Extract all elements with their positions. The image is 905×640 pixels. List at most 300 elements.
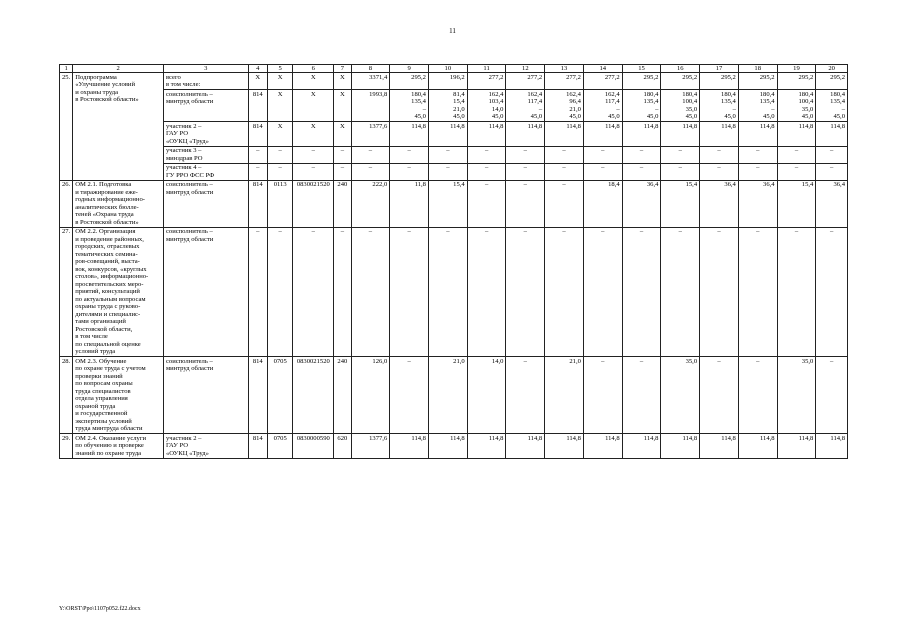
measure-name [73, 227, 164, 357]
year-value-cell [390, 122, 429, 147]
executor-line: ГАУ РО [165, 442, 189, 449]
value-line: 114,8 [682, 434, 698, 442]
column-number: 8 [351, 65, 390, 73]
executor-line: минтруд области [165, 188, 214, 196]
value-line: 295,2 [682, 73, 698, 81]
value-line: 126,0 [372, 357, 388, 365]
year-value-cell [622, 163, 661, 180]
column-number: 2 [73, 65, 164, 73]
value-line: 180,4 [411, 90, 426, 98]
value-line: 180,4 [759, 90, 775, 98]
vr-cell: Х [334, 73, 351, 90]
measure-name-line: дителями и специалис- [75, 310, 141, 318]
year-value-cell [390, 434, 429, 459]
year-value-cell [622, 146, 661, 163]
rzpr-cell: Х [267, 73, 292, 90]
value-line: 114,8 [566, 122, 581, 130]
measure-name-line: по обучению и проверке [75, 442, 144, 449]
column-number: 18 [738, 65, 777, 73]
row-number: 25. [60, 73, 73, 181]
value-line: – [717, 147, 721, 154]
value-line: – [756, 228, 760, 235]
value-line: 114,8 [488, 434, 504, 442]
value-line: 114,8 [830, 434, 845, 442]
year-value-cell [428, 73, 467, 90]
measure-name-line: ОМ 2.3. Обучение [75, 357, 127, 365]
value-line: 180,4 [721, 90, 736, 98]
year-value-cell [661, 146, 700, 163]
year-value-cell [661, 180, 700, 227]
value-line: 36,4 [833, 181, 845, 188]
measure-name-line: по актуальным вопросам [75, 295, 146, 303]
value-line: 114,8 [605, 122, 620, 130]
value-line: – [756, 147, 760, 154]
executor-cell [163, 163, 248, 180]
value-line: – [407, 228, 411, 235]
value-line: 35,0 [685, 357, 698, 365]
year-value-cell [545, 90, 584, 122]
measure-name-line: тематических семина- [75, 250, 138, 258]
year-value-cell [428, 146, 467, 163]
measure-name [73, 73, 164, 181]
rzpr-cell: 0705 [267, 357, 292, 434]
value-line: 114,8 [450, 434, 465, 442]
executor-line: соисполнитель – [165, 90, 213, 98]
column-number: 15 [622, 65, 661, 73]
column-number: 13 [545, 65, 584, 73]
year-value-cell [545, 73, 584, 90]
value-line: 1993,8 [369, 90, 388, 98]
year-value-cell [738, 163, 777, 180]
value-line: – [616, 105, 620, 113]
value-line: – [422, 105, 426, 113]
executor-cell [163, 180, 248, 227]
value-line: – [601, 147, 605, 154]
year-value-cell [506, 90, 545, 122]
value-line: – [830, 147, 834, 154]
total-value-cell [351, 434, 390, 459]
value-line: 14,0 [491, 357, 504, 365]
measure-name-line: теней «Охрана труда [75, 211, 134, 218]
year-value-cell [777, 73, 816, 90]
year-value-cell [428, 163, 467, 180]
table-row [60, 180, 848, 227]
value-line: – [794, 147, 799, 154]
vr-cell: – [334, 146, 351, 163]
year-value-cell [622, 122, 661, 147]
measure-name-line: городских, отраслевых [75, 243, 140, 250]
executor-line: минтруд области [165, 365, 214, 372]
executor-line: ГАУ РО [165, 130, 189, 137]
value-line: 15,4 [453, 181, 465, 188]
value-line: 117,4 [527, 98, 543, 105]
value-line: 114,8 [798, 434, 814, 442]
grbs-cell: 814 [248, 180, 267, 227]
value-line: 15,4 [685, 181, 698, 188]
value-line: – [830, 228, 834, 235]
value-line: 100,4 [682, 98, 698, 105]
executor-line: соисполнитель – [165, 181, 213, 188]
executor-line: участник 2 – [165, 122, 202, 130]
measure-name-line: по охране труда с учетом [75, 365, 146, 372]
year-value-cell [506, 146, 545, 163]
value-line: 21,0 [569, 105, 581, 113]
value-line: 180,4 [798, 90, 814, 98]
value-line: 295,2 [798, 73, 814, 81]
year-value-cell [777, 146, 816, 163]
executor-cell [163, 357, 248, 434]
executor-line: «ОУКЦ «Труд» [165, 449, 209, 457]
column-number: 16 [661, 65, 700, 73]
year-value-cell [816, 434, 848, 459]
value-line: 135,4 [830, 98, 845, 105]
csr-cell: 0830021520 [293, 180, 334, 227]
rzpr-cell: – [267, 163, 292, 180]
value-line: 36,4 [724, 181, 736, 188]
year-value-cell [738, 227, 777, 357]
value-line: – [446, 147, 450, 154]
grbs-cell: 814 [248, 90, 267, 122]
column-number: 20 [816, 65, 848, 73]
executor-line: минтруд области [165, 98, 214, 105]
year-value-cell [390, 180, 429, 227]
value-line: 277,2 [604, 73, 620, 81]
value-line: – [562, 147, 566, 154]
csr-cell: – [293, 227, 334, 357]
table-row [60, 434, 848, 459]
measure-name [73, 434, 164, 459]
value-line: 100,4 [798, 98, 814, 105]
year-value-cell [816, 73, 848, 90]
value-line: – [639, 228, 644, 235]
value-line: 277,2 [488, 73, 504, 81]
year-value-cell [506, 180, 545, 227]
csr-cell: 0830000590 [293, 434, 334, 459]
measure-name-line: труда минтруда области [75, 425, 143, 432]
value-line: – [830, 164, 834, 171]
year-value-cell [506, 163, 545, 180]
measure-name [73, 357, 164, 434]
year-value-cell [777, 434, 816, 459]
value-line: 295,2 [721, 73, 736, 81]
year-value-cell [390, 227, 429, 357]
value-line: 36,4 [763, 181, 775, 188]
year-value-cell [428, 180, 467, 227]
measure-name-line: и тиражирование еже- [75, 188, 138, 196]
value-line: – [655, 105, 659, 113]
year-value-cell [467, 357, 506, 434]
value-line: – [538, 105, 543, 113]
value-line: 162,4 [566, 90, 581, 98]
footer-file-path: Y:\ORST\Ppo\1107p052.f22.docx [59, 606, 141, 612]
year-value-cell [583, 434, 622, 459]
value-line: 21,0 [453, 357, 465, 365]
vr-cell: Х [334, 90, 351, 122]
csr-cell: – [293, 163, 334, 180]
value-line: – [678, 147, 682, 154]
value-line: 45,0 [491, 113, 504, 120]
total-value-cell [351, 180, 390, 227]
year-value-cell [506, 73, 545, 90]
executor-cell [163, 122, 248, 147]
measure-name-line: отдела управления [75, 395, 128, 402]
value-line: 114,8 [450, 122, 465, 130]
year-value-cell [467, 434, 506, 459]
column-number-row [60, 65, 848, 73]
value-line: 45,0 [685, 113, 698, 120]
value-line: 96,4 [569, 98, 581, 105]
year-value-cell [816, 146, 848, 163]
column-number: 3 [163, 65, 248, 73]
value-line: 35,0 [801, 105, 814, 113]
year-value-cell [506, 434, 545, 459]
csr-cell: Х [293, 122, 334, 147]
year-value-cell [467, 227, 506, 357]
value-line: 45,0 [608, 113, 620, 120]
year-value-cell [506, 227, 545, 357]
value-line: 103,4 [488, 98, 504, 105]
executor-line: ГУ РРО ФСС РФ [165, 171, 215, 179]
year-value-cell [428, 434, 467, 459]
total-value-cell [351, 90, 390, 122]
value-line: 114,8 [760, 122, 775, 130]
value-line: 3371,4 [369, 73, 388, 81]
executor-cell [163, 146, 248, 163]
year-value-cell [700, 122, 739, 147]
value-line: 162,4 [604, 90, 620, 98]
measure-name-line: приятий, консультаций [75, 288, 140, 295]
executor-line: «ОУКЦ «Труд» [165, 137, 209, 145]
measure-name-line: ОМ 2.2. Организация [75, 228, 136, 235]
table-row [60, 122, 848, 147]
executor-line: участник 4 – [165, 164, 202, 171]
measure-name-line: аналитических бюлле- [75, 203, 139, 211]
year-value-cell [700, 163, 739, 180]
rzpr-cell: – [267, 146, 292, 163]
value-line: – [678, 164, 682, 171]
executor-line: минздрав РО [165, 154, 203, 162]
measure-name-line: ОМ 2.4. Оказание услуги [75, 434, 147, 442]
year-value-cell [428, 227, 467, 357]
table-row [60, 90, 848, 122]
year-value-cell [777, 180, 816, 227]
value-line: 135,4 [643, 98, 659, 105]
grbs-cell: 814 [248, 122, 267, 147]
year-value-cell [738, 357, 777, 434]
year-value-cell [545, 122, 584, 147]
year-value-cell [583, 180, 622, 227]
measure-name-line: и проведение районных, [75, 235, 144, 243]
year-value-cell [428, 357, 467, 434]
value-line: 114,8 [605, 434, 620, 442]
measure-name-line: и охраны труда [75, 88, 119, 96]
column-number: 17 [700, 65, 739, 73]
year-value-cell [816, 90, 848, 122]
value-line: 45,0 [833, 113, 845, 120]
year-value-cell [506, 357, 545, 434]
value-line: 295,2 [830, 73, 845, 81]
value-line: 114,8 [566, 434, 581, 442]
year-value-cell [583, 73, 622, 90]
value-line: – [601, 228, 605, 235]
measure-name-line: охраной труда [75, 402, 116, 410]
value-line: – [601, 357, 605, 365]
year-value-cell [661, 227, 700, 357]
value-line: 21,0 [569, 357, 581, 365]
vr-cell: – [334, 227, 351, 357]
measure-name-line: в Ростовской области» [75, 96, 139, 103]
value-line: – [771, 105, 775, 113]
year-value-cell [545, 163, 584, 180]
measure-name-line: вок, конкурсов, «круглых [75, 265, 147, 273]
column-number: 11 [467, 65, 506, 73]
year-value-cell [622, 357, 661, 434]
year-value-cell [777, 90, 816, 122]
executor-cell [163, 227, 248, 357]
measure-name-line: Подпрограмма [75, 73, 117, 81]
value-line: 162,4 [488, 90, 504, 98]
measure-name-line: ров-совещаний, выста- [75, 258, 140, 265]
year-value-cell [661, 90, 700, 122]
column-number: 6 [293, 65, 334, 73]
year-value-cell [777, 227, 816, 357]
executor-line: участник 2 – [165, 434, 202, 442]
value-line: 81,4 [453, 90, 465, 98]
year-value-cell [545, 434, 584, 459]
value-line: 114,8 [721, 434, 736, 442]
year-value-cell [583, 122, 622, 147]
table-row [60, 146, 848, 163]
rzpr-cell: Х [267, 90, 292, 122]
value-line: – [717, 164, 721, 171]
measure-name-line: «Улучшение условий [75, 81, 135, 88]
value-line: – [523, 181, 527, 188]
total-value-cell [351, 73, 390, 90]
year-value-cell [700, 146, 739, 163]
value-line: 114,8 [682, 122, 698, 130]
year-value-cell [467, 122, 506, 147]
measure-name-line: тами организаций [75, 318, 126, 325]
value-line: 15,4 [453, 98, 465, 105]
year-value-cell [661, 73, 700, 90]
value-line: 295,2 [411, 73, 426, 81]
executor-cell [163, 73, 248, 90]
value-line: – [562, 228, 566, 235]
year-value-cell [816, 180, 848, 227]
value-line: 180,4 [643, 90, 659, 98]
value-line: 14,0 [491, 105, 504, 113]
year-value-cell [661, 357, 700, 434]
year-value-cell [700, 434, 739, 459]
year-value-cell [467, 163, 506, 180]
value-line: 45,0 [453, 113, 465, 120]
year-value-cell [428, 90, 467, 122]
year-value-cell [467, 180, 506, 227]
year-value-cell [777, 357, 816, 434]
measure-name [73, 180, 164, 227]
value-line: – [407, 357, 411, 365]
value-line: 21,0 [453, 105, 465, 113]
year-value-cell [622, 90, 661, 122]
value-line: 1377,6 [369, 122, 388, 130]
vr-cell: 240 [334, 357, 351, 434]
value-line: 36,4 [646, 181, 659, 188]
grbs-cell: Х [248, 73, 267, 90]
year-value-cell [545, 146, 584, 163]
value-line: – [446, 228, 450, 235]
year-value-cell [545, 357, 584, 434]
csr-cell: Х [293, 73, 334, 90]
year-value-cell [661, 163, 700, 180]
column-number: 10 [428, 65, 467, 73]
value-line: 114,8 [527, 122, 543, 130]
year-value-cell [816, 227, 848, 357]
executor-line: минтруд области [165, 235, 214, 243]
vr-cell: 620 [334, 434, 351, 459]
year-value-cell [506, 122, 545, 147]
year-value-cell [583, 146, 622, 163]
measure-name-line: просветительских меро- [75, 280, 144, 288]
year-value-cell [738, 122, 777, 147]
value-line: – [639, 147, 644, 154]
grbs-cell: – [248, 146, 267, 163]
total-value-cell [351, 146, 390, 163]
measure-name-line: условий труда [75, 348, 116, 355]
value-line: 1377,6 [369, 434, 388, 442]
rzpr-cell: Х [267, 122, 292, 147]
total-value-cell [351, 357, 390, 434]
value-line: – [830, 357, 834, 365]
table-row [60, 227, 848, 357]
value-line: – [484, 228, 489, 235]
year-value-cell [700, 73, 739, 90]
value-line: 114,8 [411, 434, 426, 442]
value-line: – [562, 164, 566, 171]
value-line: 117,4 [605, 98, 620, 105]
value-line: 45,0 [569, 113, 581, 120]
year-value-cell [583, 357, 622, 434]
page-number: 11 [449, 27, 456, 35]
value-line: 18,4 [608, 181, 620, 188]
column-number: 5 [267, 65, 292, 73]
year-value-cell [777, 163, 816, 180]
rzpr-cell: 0113 [267, 180, 292, 227]
measure-name-line: охраны труда с руково- [75, 303, 141, 310]
column-number: 19 [777, 65, 816, 73]
year-value-cell [738, 434, 777, 459]
year-value-cell [622, 434, 661, 459]
value-line: 45,0 [801, 113, 814, 120]
value-line: 295,2 [643, 73, 659, 81]
value-line: – [732, 105, 736, 113]
value-line: – [484, 164, 489, 171]
measure-name-line: экспертизы условий [75, 417, 132, 425]
year-value-cell [738, 90, 777, 122]
value-line: – [484, 147, 489, 154]
executor-cell [163, 434, 248, 459]
column-number: 14 [583, 65, 622, 73]
executor-line: соисполнитель – [165, 228, 213, 235]
value-line: – [562, 181, 566, 188]
value-line: 277,2 [527, 73, 543, 81]
value-line: 45,0 [763, 113, 775, 120]
value-line: 114,8 [830, 122, 845, 130]
year-value-cell [738, 180, 777, 227]
measure-name-line: по вопросам охраны [75, 380, 133, 387]
year-value-cell [583, 163, 622, 180]
year-value-cell [467, 146, 506, 163]
column-number: 12 [506, 65, 545, 73]
